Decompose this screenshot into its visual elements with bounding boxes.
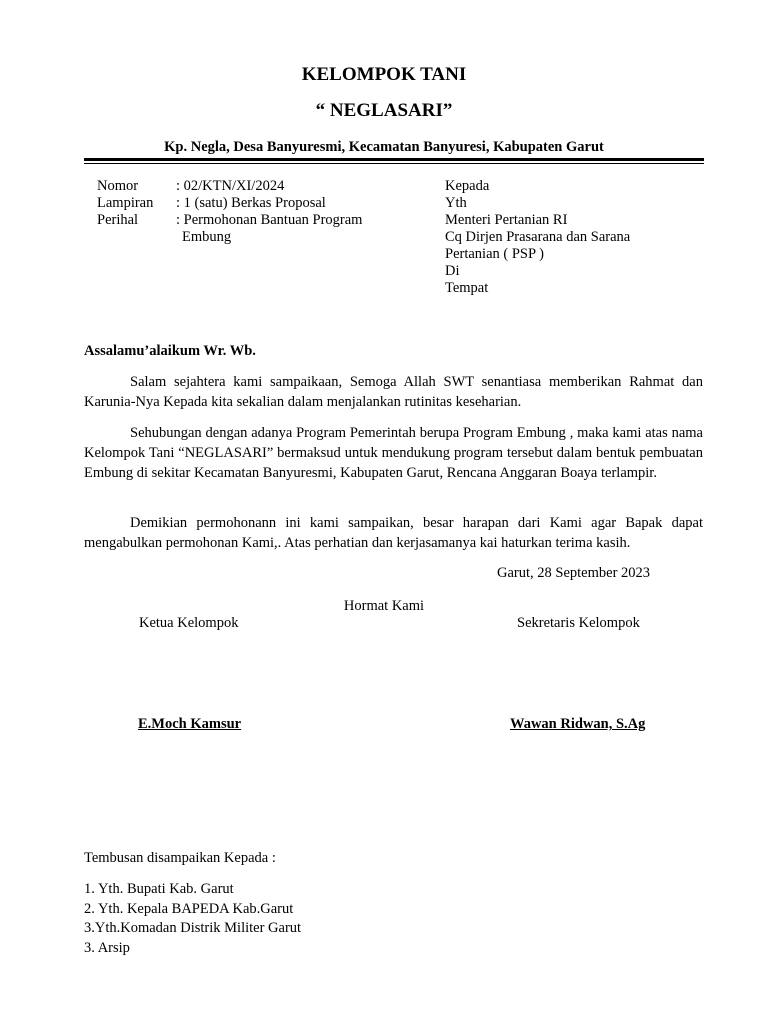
letterhead-address: Kp. Negla, Desa Banyuresmi, Kecamatan Banyuresi, Kabupaten Garut — [164, 139, 604, 155]
meta-perihal — [97, 212, 362, 229]
letter-meta — [97, 178, 362, 246]
meta-lampiran — [97, 195, 362, 212]
letterhead-rule-thin — [84, 163, 704, 164]
signer-left-name: E.Moch Kamsur — [138, 716, 242, 732]
body-paragraph-1: Salam sejahtera kami sampaikaan, Semoga Allah SWT senantiasa memberikan Rahmat dan Karunia-Nya Kepada kita sekalian dalam menjalankan rutinitas keseharian. — [84, 374, 703, 410]
recipient-line: Cq Dirjen Prasarana dan Sarana — [445, 229, 631, 245]
place-date: Garut, 28 September 2023 — [497, 565, 651, 581]
body-paragraph-2: Sehubungan dengan adanya Program Pemerintah berupa Program Embung , maka kami atas nama Kelompok Tani “NEGLASARI” bermaksud untuk mendukung program tersebut dalam bentuk pembuatan Embung di sekitar Kecamatan Banyuresmi, Kabupaten Garut, Rencana Anggaran Boaya terlampir. — [84, 425, 703, 481]
meta-lampiran-value: : 1 (satu) Berkas Proposal — [176, 195, 326, 211]
signer-left-title: Ketua Kelompok — [139, 615, 239, 631]
cc-item: 1. Yth. Bupati Kab. Garut — [84, 881, 234, 897]
letterhead-title: KELOMPOK TANI — [301, 64, 467, 85]
recipient-line: Menteri Pertanian RI — [445, 212, 568, 228]
recipient-line: Tempat — [445, 280, 489, 296]
meta-lampiran-label: Lampiran — [97, 195, 154, 211]
recipient-block — [445, 178, 630, 297]
regards: Hormat Kami — [343, 598, 425, 614]
recipient-line: Yth — [445, 195, 467, 211]
cc-list — [84, 880, 301, 958]
signer-right-title: Sekretaris Kelompok — [517, 615, 640, 631]
meta-nomor — [97, 178, 362, 195]
cc-item: 3.Yth.Komadan Distrik Militer Garut — [84, 920, 302, 936]
body-paragraph-3: Demikian permohonann ini kami sampaikan, besar harapan dari Kami agar Bapak dapat mengabulkan permohonan Kami,. Atas perhatian dan kerjasamanya kai haturkan terima kasih. — [84, 515, 703, 551]
meta-perihal-cont — [97, 229, 362, 246]
meta-nomor-value: : 02/KTN/XI/2024 — [176, 178, 285, 194]
recipient-line: Pertanian ( PSP ) — [445, 246, 544, 262]
signer-right-name: Wawan Ridwan, S.Ag — [510, 716, 646, 732]
cc-item: 3. Arsip — [84, 939, 130, 956]
greeting: Assalamu’alaikum Wr. Wb. — [84, 343, 256, 359]
recipient-line: Kepada — [445, 178, 490, 194]
meta-perihal-label: Perihal — [97, 212, 139, 228]
meta-nomor-label: Nomor — [97, 178, 139, 194]
cc-heading: Tembusan disampaikan Kepada : — [84, 850, 276, 866]
meta-perihal-value: : Permohonan Bantuan Program — [176, 212, 363, 228]
letterhead-subtitle: “ NEGLASARI” — [315, 100, 453, 121]
meta-perihal-value-cont: Embung — [182, 229, 232, 245]
recipient-line: Di — [445, 263, 460, 279]
letterhead-rule-thick — [84, 158, 704, 161]
cc-item: 2. Yth. Kepala BAPEDA Kab.Garut — [84, 900, 294, 917]
